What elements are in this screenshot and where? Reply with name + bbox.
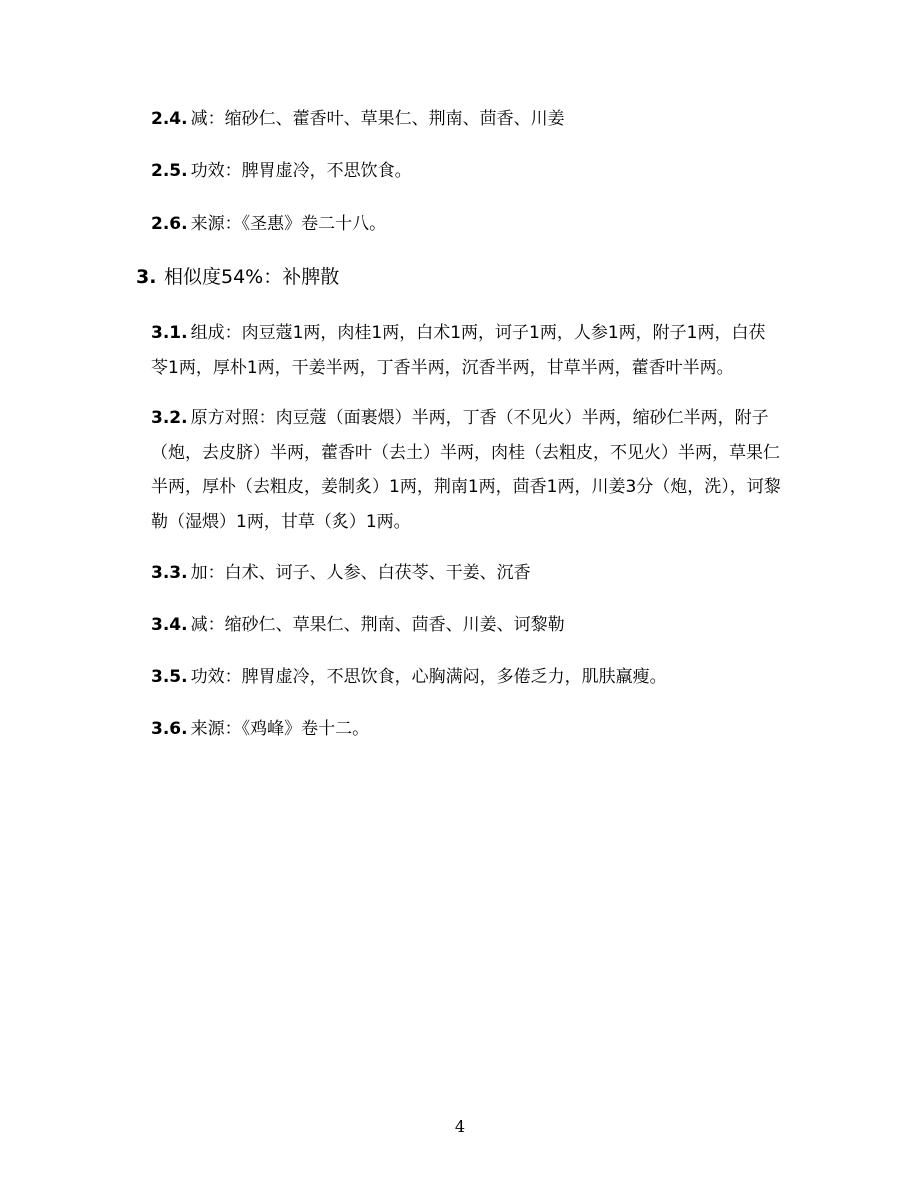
item-2-4 [151,102,781,137]
item-text: 功效：脾胃虚冷，不思饮食。 [190,161,412,181]
page-number: 4 [454,1117,466,1136]
item-number: 2.4. [151,109,188,129]
item-text: 原方对照：肉豆蔻（面裹煨）半两，丁香（不见火）半两，缩砂仁半两，附子（炮，去皮脐）半两，藿香叶（去土）半两，肉桂（去粗皮，不见火）半两，草果仁半两，厚朴（去粗皮，姜制炙）1两，荆南1两，茴香1两，川姜3分（炮，洗），诃黎勒（湿煨）1两，甘草（炙）1两。 [151,408,781,532]
item-3-3 [151,556,781,591]
item-2-5 [151,154,781,189]
section-title: 相似度54%：补脾散 [164,266,340,288]
item-3-2 [151,401,781,539]
item-text: 来源：《鸡峰》卷十二。 [190,719,370,739]
item-number: 3.5. [151,667,188,687]
item-3-4 [151,608,781,643]
item-number: 3.4. [151,615,188,635]
item-number: 3.6. [151,719,188,739]
item-2-6 [151,207,781,242]
item-text: 功效：脾胃虚冷，不思饮食，心胸满闷，多倦乏力，肌肤羸瘦。 [190,667,667,687]
item-number: 3.1. [151,323,188,343]
item-number: 3.3. [151,563,188,583]
item-number: 2.5. [151,161,188,181]
item-text: 来源：《圣惠》卷二十八。 [190,214,387,234]
item-text: 加：白术、诃子、人参、白茯苓、干姜、沉香 [190,563,531,583]
item-3-6 [151,712,781,747]
item-3-1 [151,316,781,385]
item-text: 减：缩砂仁、藿香叶、草果仁、荆南、茴香、川姜 [190,109,565,129]
item-number: 3.2. [151,408,188,428]
section-3-heading [136,260,339,294]
item-text: 组成：肉豆蔻1两，肉桂1两，白术1两，诃子1两，人参1两，附子1两，白茯苓1两，厚朴1两，干姜半两，丁香半两，沉香半两，甘草半两，藿香叶半两。 [151,323,766,378]
item-text: 减：缩砂仁、草果仁、荆南、茴香、川姜、诃黎勒 [190,615,565,635]
section-number: 3. [136,266,157,288]
item-number: 2.6. [151,214,188,234]
item-3-5 [151,660,781,695]
